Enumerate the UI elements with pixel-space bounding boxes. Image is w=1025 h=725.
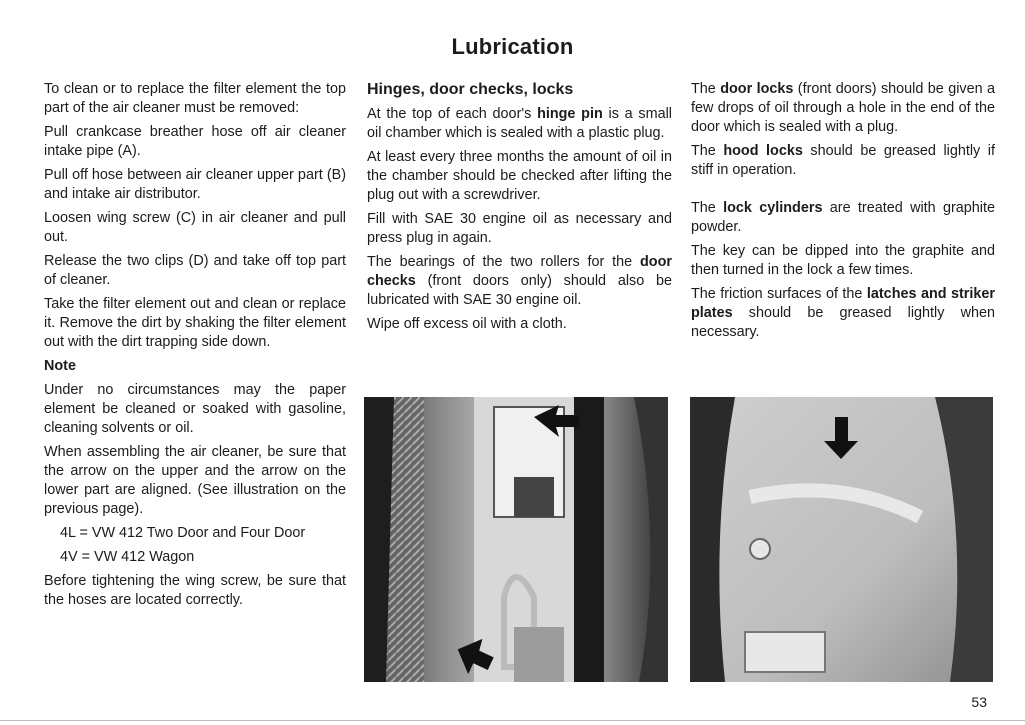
text-span: is a small oil chamber which is sealed with a plastic plug. xyxy=(367,106,672,141)
text-span: should be greased lightly when necessary. xyxy=(691,305,995,340)
paragraph: When assembling the air cleaner, be sure that the arrow on the upper and the arrow on the lower part are aligned. (See illustration on the previous page). xyxy=(44,444,346,517)
paragraph xyxy=(367,105,672,143)
note-text: Under no circumstances may the paper element be cleaned or soaked with gasoline, cleaning solvents or oil. xyxy=(44,382,346,436)
paragraph xyxy=(691,199,995,237)
paragraph: Loosen wing screw (C) in air cleaner and pull out. xyxy=(44,210,346,245)
paragraph: Release the two clips (D) and take off top part of cleaner. xyxy=(44,253,346,288)
text-span: The xyxy=(691,200,724,216)
model-variant: 4V = VW 412 Wagon xyxy=(60,549,195,565)
bold-term: latches and striker plates xyxy=(691,286,995,321)
bold-term: hinge pin xyxy=(537,106,603,122)
hinge-photo xyxy=(364,397,668,682)
paragraph xyxy=(691,80,995,137)
paragraph xyxy=(691,285,995,342)
text-span: (front doors) should be given a few drops of oil through a hole in the end of the door which is sealed with a plug. xyxy=(691,81,996,135)
text-span: are treated with graphite powder. xyxy=(691,200,995,235)
paragraph: At least every three months the amount of oil in the chamber should be checked after lifting the plug out with a screwdriver. xyxy=(367,149,672,203)
paragraph: Take the filter element out and clean or replace it. Remove the dirt by shaking the filter element out with the dirt trapping side down. xyxy=(44,296,346,350)
note-heading: Note xyxy=(44,358,76,374)
paragraph xyxy=(367,253,672,310)
paragraph xyxy=(691,142,995,180)
paragraph: Fill with SAE 30 engine oil as necessary and press plug in again. xyxy=(367,211,672,246)
text-span: The bearings of the two rollers for the xyxy=(367,254,641,270)
bold-term: door checks xyxy=(367,254,672,289)
page-title: Lubrication xyxy=(451,34,574,59)
text-span: (front doors only) should also be lubricated with SAE 30 engine oil. xyxy=(367,273,672,308)
paragraph: Wipe off excess oil with a cloth. xyxy=(367,316,567,332)
bold-term: hood locks xyxy=(723,143,803,159)
column-locks xyxy=(691,80,995,347)
paragraph: To clean or to replace the filter element the top part of the air cleaner must be removed: xyxy=(44,81,346,116)
bold-term: door locks xyxy=(720,81,794,97)
text-span: should be greased lightly if stiff in operation. xyxy=(691,143,995,178)
spacer xyxy=(691,185,995,199)
paragraph: Pull off hose between air cleaner upper part (B) and intake air distributor. xyxy=(44,167,346,202)
paragraph: The key can be dipped into the graphite and then turned in the lock a few times. xyxy=(691,243,995,278)
text-span: The xyxy=(691,143,724,159)
bold-term: lock cylinders xyxy=(723,200,823,216)
column-air-cleaner xyxy=(44,80,346,615)
text-span: The friction surfaces of the xyxy=(691,286,867,302)
model-variant: 4L = VW 412 Two Door and Four Door xyxy=(60,525,306,541)
bottom-rule xyxy=(0,720,1025,721)
section-heading: Hinges, door checks, locks xyxy=(367,81,574,98)
door-lock-photo xyxy=(690,397,993,682)
text-span: The xyxy=(691,81,721,97)
page-number: 53 xyxy=(971,694,987,710)
text-span: At the top of each door's xyxy=(367,106,538,122)
paragraph: Before tightening the wing screw, be sure that the hoses are located correctly. xyxy=(44,573,346,608)
column-hinges xyxy=(367,80,672,339)
paragraph: Pull crankcase breather hose off air cleaner intake pipe (A). xyxy=(44,124,346,159)
